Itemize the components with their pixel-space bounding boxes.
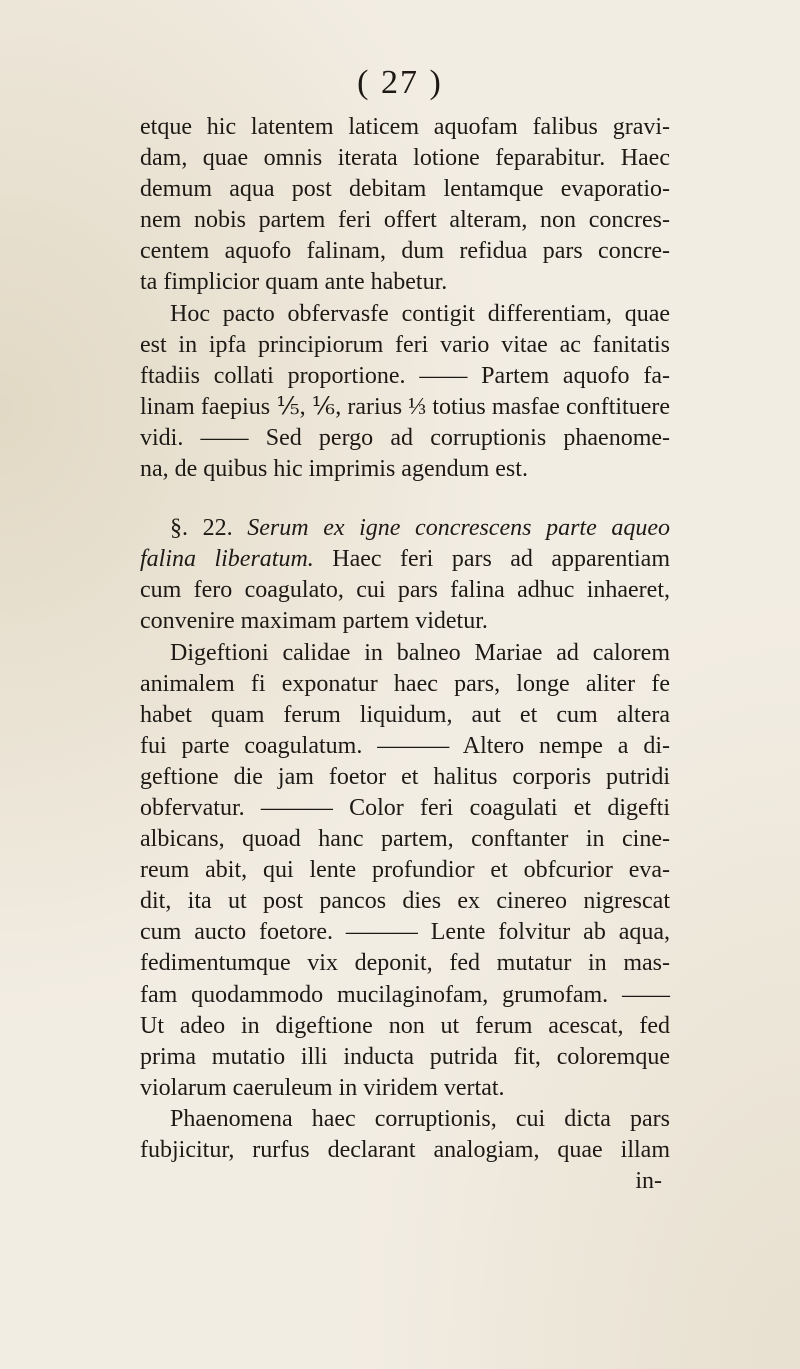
text-line: convenire maximam partem videtur. (140, 608, 488, 635)
text-line: centem aquofo falinam, dum refidua pars concre- (140, 238, 670, 265)
section-title: Serum ex igne concrescens parte aqueo (247, 515, 671, 542)
text-line: demum aqua post debitam lentamque evaporatio- (140, 176, 670, 203)
page-number: ( 27 ) (357, 64, 443, 101)
text-line: violarum caeruleum in viridem vertat. (140, 1074, 505, 1101)
text-line: Digeftioni calidae in balneo Mariae ad calorem (170, 639, 670, 666)
text-line: fui parte coagulatum. ——— Altero nempe a di- (140, 732, 670, 759)
text-block (140, 112, 670, 1197)
text-line: prima mutatio illi inducta putrida fit, coloremque (140, 1043, 670, 1070)
text-line: fam quodammodo mucilaginofam, grumofam. —— (140, 981, 670, 1008)
text-line: cum aucto foetore. ——— Lente folvitur ab aqua, (140, 919, 670, 946)
section-heading-line (140, 544, 670, 575)
text-line: Phaenomena haec corruptionis, cui dicta pars (170, 1105, 670, 1132)
text-line: fedimentumque vix deponit, fed mutatur in mas- (140, 950, 670, 977)
text-line: ta fimplicior quam ante habetur. (140, 269, 448, 296)
text-line: ftadiis collati proportione. —— Partem aquofo fa- (140, 362, 670, 389)
text-line: Hoc pacto obfervasfe contigit differentiam, quae (170, 300, 670, 327)
text-line: reum abit, qui lente profundior et obfcurior eva- (140, 857, 670, 884)
text-line: geftione die jam foetor et halitus corporis putridi (140, 763, 670, 790)
text-line: obfervatur. ——— Color feri coagulati et digefti (140, 794, 670, 821)
text-line: Ut adeo in digeftione non ut ferum acescat, fed (140, 1012, 670, 1039)
text-line: dit, ita ut post pancos dies ex cinereo nigrescat (140, 888, 670, 915)
section-title: falina liberatum. (140, 546, 314, 573)
text-line: na, de quibus hic imprimis agendum est. (140, 456, 528, 483)
text-line: albicans, quoad hanc partem, conftanter in cine- (140, 826, 670, 853)
section-heading-line (140, 513, 670, 544)
section-text: Haec feri pars ad apparentiam (332, 546, 670, 573)
text-line: nem nobis partem feri offert alteram, non concres- (140, 207, 670, 234)
text-line: dam, quae omnis iterata lotione feparabitur. Haec (140, 145, 670, 172)
text-line: fubjicitur, rurfus declarant analogiam, quae illam (140, 1137, 670, 1163)
catchword: in- (635, 1168, 662, 1195)
text-line: etque hic latentem laticem aquofam falibus gravi- (140, 114, 670, 140)
text-line: est in ipfa principiorum feri vario vitae ac fanitatis (140, 331, 670, 358)
section-number: §. 22. (170, 515, 233, 542)
text-line: habet quam ferum liquidum, aut et cum altera (140, 701, 670, 728)
text-line: cum fero coagulato, cui pars falina adhuc inhaeret, (140, 577, 670, 604)
text-line: animalem fi exponatur haec pars, longe aliter fe (140, 670, 670, 697)
text-line: linam faepius ⅕, ⅙, rarius ⅓ totius masfae conftituere (140, 393, 670, 420)
text-line: vidi. —— Sed pergo ad corruptionis phaenome- (140, 424, 670, 451)
